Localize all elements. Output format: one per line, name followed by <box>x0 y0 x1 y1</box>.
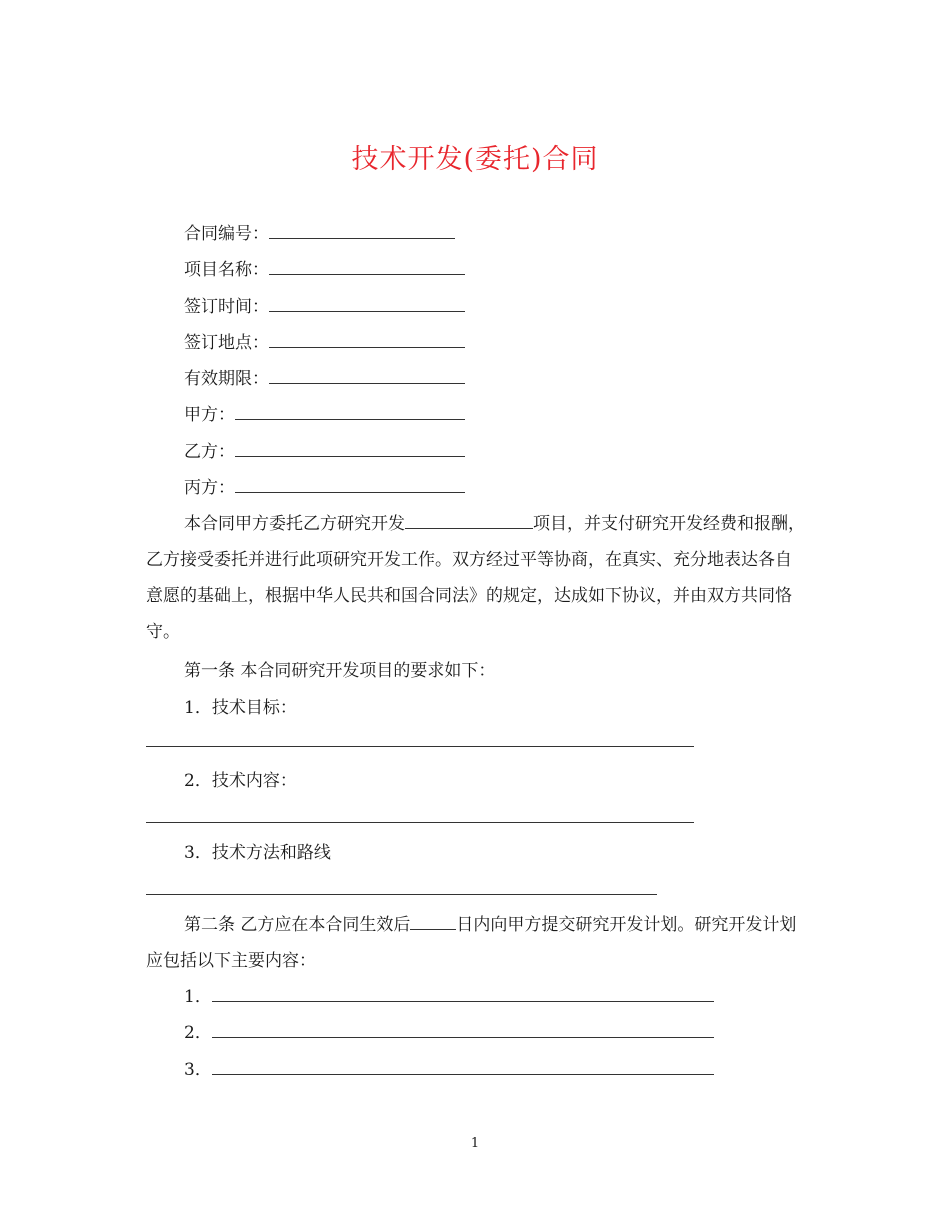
blank-line <box>269 331 465 348</box>
intro-paragraph <box>146 506 806 650</box>
blank-line <box>212 1021 714 1038</box>
item-number: 1． <box>184 987 212 1007</box>
field-sign-time <box>184 295 465 319</box>
article-2-item-3 <box>184 1058 714 1082</box>
blank-line <box>235 476 465 493</box>
field-label: 有效期限： <box>184 369 269 389</box>
blank-line <box>269 295 465 312</box>
article-1-item-1: 1．技术目标： <box>184 698 297 718</box>
field-label: 项目名称： <box>184 260 269 280</box>
article-2-text-start: 第二条 乙方应在本合同生效后 <box>184 915 411 935</box>
blank-line <box>235 440 465 457</box>
article-2-item-1 <box>184 985 714 1009</box>
field-sign-place <box>184 331 465 355</box>
document-title: 技术开发(委托)合同 <box>351 144 599 175</box>
blank-line <box>146 822 694 823</box>
blank-line <box>146 746 694 747</box>
blank-line <box>212 985 714 1002</box>
blank-line <box>212 1058 714 1075</box>
field-label: 乙方： <box>184 442 235 462</box>
intro-text-end: 项目，并支付研究开发经费和报酬，乙方接受委托并进行此项研究开发工作。双方经过平等协商，在真实、充分地表达各自意愿的基础上，根据中华人民共和国合同法》的规定，达成如下协议，并由双方共同恪守。 <box>146 514 805 642</box>
intro-text-start: 本合同甲方委托乙方研究开发 <box>184 514 405 534</box>
field-contract-number <box>184 222 455 246</box>
field-label: 签订时间： <box>184 297 269 317</box>
item-number: 3． <box>184 1060 212 1080</box>
article-2-text-end: 日内向甲方提交研究开发计划。研究开发计划应包括以下主要内容： <box>146 915 797 971</box>
blank-line <box>269 222 455 239</box>
field-label: 丙方： <box>184 478 235 498</box>
field-label: 甲方： <box>184 405 235 425</box>
field-label: 签订地点： <box>184 333 269 353</box>
blank-line <box>410 913 456 930</box>
field-project-name <box>184 258 465 282</box>
field-party-c <box>184 476 465 500</box>
field-party-b <box>184 440 465 464</box>
field-party-a <box>184 403 465 427</box>
page-number: 1 <box>470 1136 480 1151</box>
article-1-item-3: 3．技术方法和路线 <box>184 843 331 863</box>
blank-line <box>146 894 657 895</box>
blank-line <box>269 367 465 384</box>
item-number: 2． <box>184 1023 212 1043</box>
article-2-item-2 <box>184 1021 714 1045</box>
blank-line <box>405 512 533 529</box>
article-1-heading: 第一条 本合同研究开发项目的要求如下： <box>184 661 496 681</box>
blank-line <box>269 258 465 275</box>
article-1-item-2: 2．技术内容： <box>184 771 297 791</box>
field-label: 合同编号： <box>184 224 269 244</box>
field-validity <box>184 367 465 391</box>
article-2-paragraph <box>146 907 806 979</box>
blank-line <box>235 403 465 420</box>
